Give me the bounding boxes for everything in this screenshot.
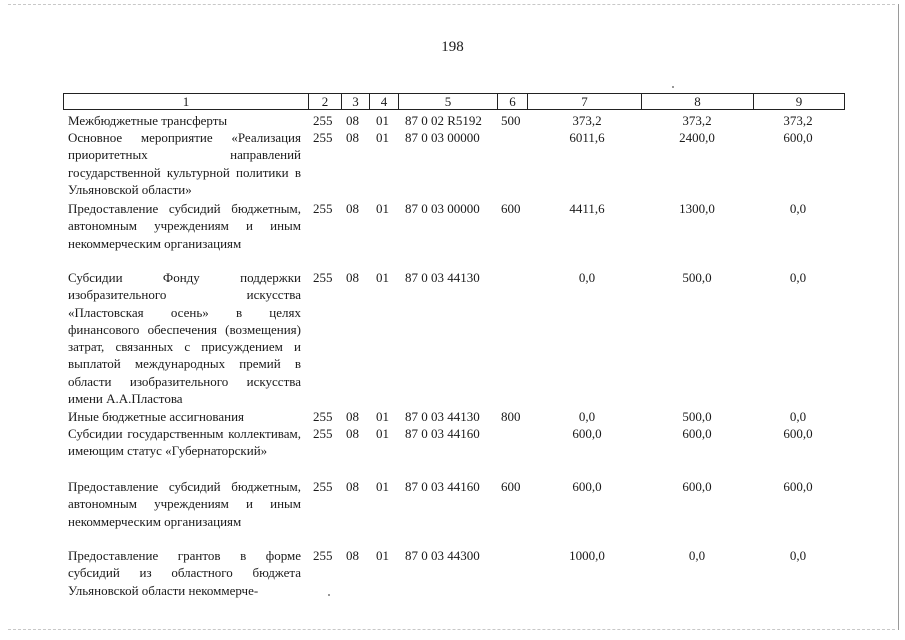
row-col-5: 87 0 03 44130 [405,409,480,424]
row-col-3: 08 [346,113,359,128]
row-col-8: 1300,0 [679,201,715,216]
row-description: Субсидии Фонду поддержки изобразительного искусства «Пластовская осень» в целях финансового обеспечения (возмещения) затрат, связанных с присуждением и выплатой международных премий в области изобразительного искусства имени А.А.Пластова [68,270,301,407]
row-col-2: 255 [313,409,333,424]
row-col-7: 600,0 [572,426,602,441]
row-col-5: 87 0 03 44300 [405,548,480,563]
row-col-2: 255 [313,270,333,285]
row-col-2: 255 [313,479,333,494]
row-col-2: 255 [313,201,333,216]
row-col-8: 373,2 [682,113,712,128]
page-edge-bottom [8,629,895,630]
row-col-6: 500 [501,113,521,128]
row-col-7: 373,2 [572,113,602,128]
row-col-4: 01 [376,113,389,128]
row-col-5: 87 0 03 44160 [405,479,480,494]
row-col-8: 600,0 [682,479,712,494]
row-description: Предоставление субсидий бюджетным, автономным учреждениям и иным некоммерческим организациям [68,479,301,529]
row-col-7: 0,0 [578,409,596,424]
row-col-9: 0,0 [789,201,807,216]
row-col-8: 500,0 [682,270,712,285]
row-description: Основное мероприятие «Реализация приоритетных направлений государственной культурной политики в Ульяновской области» [68,130,301,197]
row-col-4: 01 [376,548,389,563]
row-col-8: 500,0 [682,409,712,424]
row-col-7: 6011,6 [569,130,605,145]
row-col-6: 600 [501,201,521,216]
row-description: Иные бюджетные ассигнования [68,409,245,424]
row-col-4: 01 [376,426,389,441]
row-col-9: 0,0 [789,409,807,424]
row-col-9: 0,0 [789,270,807,285]
row-description: Предоставление грантов в форме субсидий из областного бюджета Ульяновской области некоммерче- [68,548,301,598]
row-description: Предоставление субсидий бюджетным, автономным учреждениям и иным некоммерческим организациям [68,201,301,251]
page-edge-top [8,4,895,5]
row-col-7: 4411,6 [569,201,605,216]
table-header-row [63,93,845,110]
row-col-7: 600,0 [572,479,602,494]
row-col-9: 600,0 [783,479,813,494]
row-col-8: 0,0 [688,548,706,563]
row-col-9: 0,0 [789,548,807,563]
row-description: Субсидии государственным коллективам, имеющим статус «Губернаторский» [68,426,301,459]
row-col-5: 87 0 02 R5192 [405,113,482,128]
row-col-7: 0,0 [578,270,596,285]
row-col-3: 08 [346,479,359,494]
page-number: 198 [441,39,464,55]
row-col-5: 87 0 03 44160 [405,426,480,441]
row-col-9: 600,0 [783,426,813,441]
row-col-5: 87 0 03 44130 [405,270,480,285]
header-col-4: 4 [369,94,398,109]
header-col-6: 6 [497,94,527,109]
scan-speck [328,594,330,596]
header-col-8: 8 [641,94,753,109]
row-col-3: 08 [346,201,359,216]
row-col-4: 01 [376,201,389,216]
row-col-2: 255 [313,130,333,145]
row-col-8: 600,0 [682,426,712,441]
row-col-2: 255 [313,548,333,563]
scan-speck [672,86,674,88]
row-col-3: 08 [346,548,359,563]
row-col-4: 01 [376,270,389,285]
row-col-7: 1000,0 [569,548,605,563]
header-col-3: 3 [341,94,369,109]
row-col-4: 01 [376,130,389,145]
row-col-3: 08 [346,409,359,424]
header-col-5: 5 [398,94,497,109]
row-col-4: 01 [376,409,389,424]
row-col-9: 600,0 [783,130,813,145]
row-col-5: 87 0 03 00000 [405,130,480,145]
header-col-9: 9 [753,94,844,109]
header-col-7: 7 [527,94,641,109]
header-col-2: 2 [308,94,341,109]
row-col-2: 255 [313,113,333,128]
row-col-6: 600 [501,479,521,494]
row-col-4: 01 [376,479,389,494]
row-col-5: 87 0 03 00000 [405,201,480,216]
row-col-3: 08 [346,426,359,441]
row-col-8: 2400,0 [679,130,715,145]
row-col-3: 08 [346,270,359,285]
row-description: Межбюджетные трансферты [68,113,228,128]
row-col-6: 800 [501,409,521,424]
row-col-2: 255 [313,426,333,441]
row-col-9: 373,2 [783,113,813,128]
row-col-3: 08 [346,130,359,145]
page-edge-right [898,4,899,630]
header-col-1: 1 [182,94,190,109]
